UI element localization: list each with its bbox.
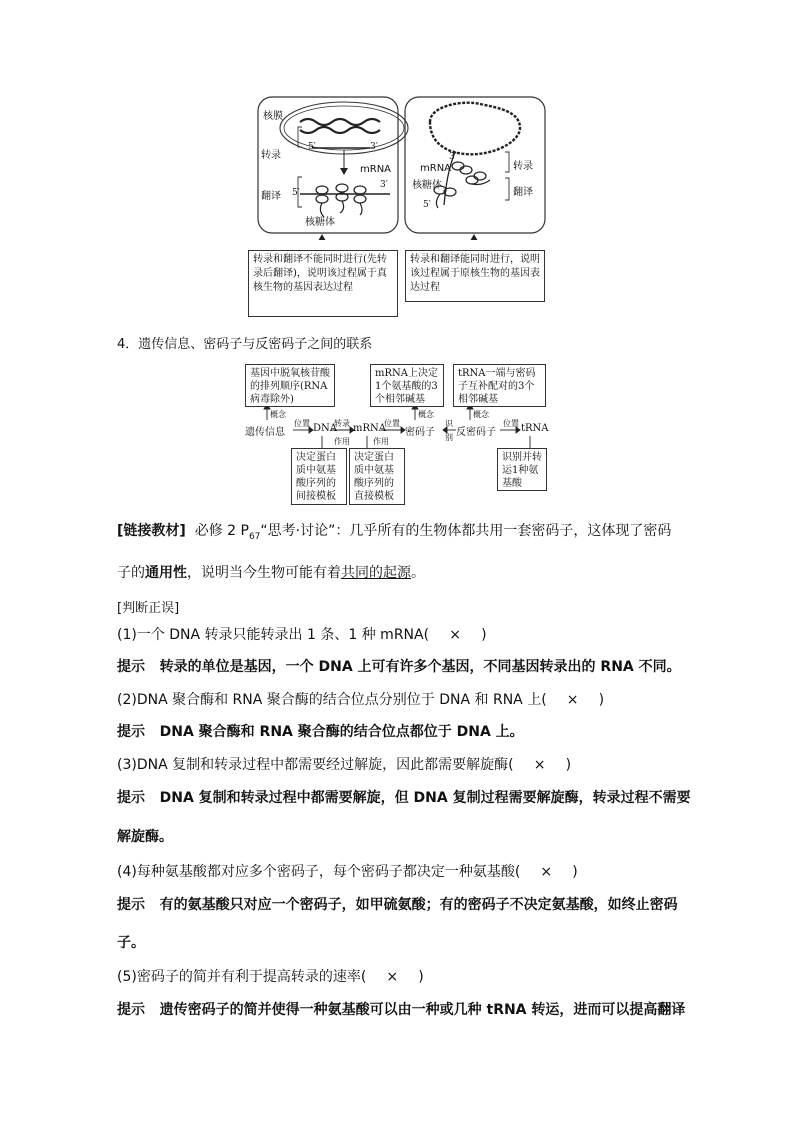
hint-label-5: 提示	[117, 1002, 145, 1018]
label-3prime-b: 3′	[380, 180, 388, 190]
box-genetic-info-def: 基因中脱氧核苷酸的排列顺序(RNA病毒除外)	[245, 364, 335, 407]
box-anticodon-def: tRNA一端与密码子互补配对的3个相邻碱基	[453, 364, 546, 407]
label-5prime-pro: 5′	[423, 200, 431, 210]
prokaryote-caption: 转录和翻译能同时进行，说明该过程属于原核生物的基因表达过程	[405, 250, 545, 302]
hint-2	[117, 721, 524, 741]
arrow-label-position-2: 位置	[384, 419, 400, 428]
arrow-label-recognize-2: 别	[445, 433, 453, 442]
hint-label-1: 提示	[117, 659, 145, 675]
link-book: 必修 2 P	[194, 523, 249, 539]
link-l2-a: 子的	[117, 565, 145, 581]
label-transcription-pro: 转录	[513, 161, 533, 172]
label-translation-pro: 翻译	[513, 187, 533, 198]
arrow-label-concept-1: 概念	[270, 410, 286, 419]
question-4-text: (4)每种氨基酸都对应多个密码子，每个密码子都决定一种氨基酸(	[117, 864, 521, 880]
hint-3	[117, 787, 691, 807]
node-trna: tRNA	[521, 423, 549, 434]
judge-title: [判断正误]	[117, 601, 180, 616]
link-rest: “思考·讨论”：几乎所有的生物体都共用一套密码子，这体现了密码	[260, 523, 672, 539]
box-trna-function: 识别并转运1种氨基酸	[497, 448, 547, 491]
box-codon-def: mRNA上决定1个氨基酸的3个相邻碱基	[370, 364, 444, 407]
question-5-close: )	[418, 969, 424, 985]
question-4	[117, 861, 578, 881]
label-5prime-b: 5′	[292, 188, 300, 198]
hint-label-2: 提示	[117, 724, 145, 740]
node-genetic-info: 遗传信息	[245, 427, 285, 438]
label-3prime-pro: 3′	[449, 152, 457, 162]
arrow-label-transcribe: 转录	[334, 419, 350, 428]
arrow-label-function-1: 作用	[334, 437, 350, 446]
question-3-text: (3)DNA 复制和转录过程中都需要经过解旋，因此都需要解旋酶(	[117, 757, 514, 773]
label-5prime-a: 5′	[308, 142, 316, 152]
answer-mark-2: ×	[566, 692, 579, 708]
question-1	[117, 624, 487, 644]
arrow-label-concept-2: 概念	[418, 410, 434, 419]
question-4-close: )	[572, 864, 578, 880]
link-tag: [链接教材]	[117, 523, 186, 539]
section-4-title: 4．遗传信息、密码子与反密码子之间的联系	[117, 337, 373, 352]
hint-label-4: 提示	[117, 897, 145, 913]
node-dna: DNA	[313, 423, 337, 434]
arrow-label-concept-3: 概念	[473, 410, 489, 419]
hint-3-continued: 解旋酶。	[117, 829, 173, 845]
question-2	[117, 689, 604, 709]
arrow-label-function-2: 作用	[373, 437, 389, 446]
answer-mark-1: ×	[449, 627, 461, 643]
question-2-close: )	[598, 692, 605, 708]
hint-4-text: 有的氨基酸只对应一个密码子，如甲硫氨酸；有的密码子不决定氨基酸，如终止密码	[159, 897, 678, 913]
link-l2-c: ，说明当今生物可能有着	[187, 565, 341, 581]
link-l2-e: 。	[411, 565, 425, 581]
answer-mark-5: ×	[386, 969, 399, 985]
label-transcription-euk: 转录	[261, 150, 281, 161]
hint-2-text: DNA 聚合酶和 RNA 聚合酶的结合位点都位于 DNA 上。	[159, 724, 524, 740]
hint-label-3: 提示	[117, 790, 145, 806]
hint-1	[117, 656, 681, 676]
question-3-close: )	[565, 757, 572, 773]
box-direct-template: 决定蛋白质中氨基酸序列的直接模板	[349, 448, 405, 505]
label-translation-euk: 翻译	[261, 191, 281, 202]
label-mrna-euk: mRNA	[360, 164, 392, 175]
link-l2-universality: 通用性	[145, 565, 187, 581]
relation-arrows	[0, 0, 794, 510]
link-l2-common-origin: 共同的起源	[341, 565, 411, 581]
label-ribosome-euk: 核糖体	[305, 217, 335, 228]
arrow-label-position-1: 位置	[294, 419, 310, 428]
node-mrna: mRNA	[353, 423, 386, 434]
box-indirect-template: 决定蛋白质中氨基酸序列的间接模板	[291, 448, 347, 505]
hint-5-text: 遗传密码子的简并使得一种氨基酸可以由一种或几种 tRNA 转运，进而可以提高翻译	[159, 1002, 686, 1018]
eukaryote-caption: 转录和翻译不能同时进行(先转录后翻译)，说明该过程属于真核生物的基因表达过程	[248, 250, 398, 317]
hint-4-continued: 子。	[117, 935, 145, 951]
question-5	[117, 966, 424, 986]
question-5-text: (5)密码子的简并有利于提高转录的速率(	[117, 969, 367, 985]
label-ribosome-pro: 核糖体	[412, 180, 442, 191]
question-1-text: (1)一个 DNA 转录只能转录出 1 条、1 种 mRNA(	[117, 627, 430, 643]
answer-mark-3: ×	[533, 757, 546, 773]
hint-3-text: DNA 复制和转录过程中都需要解旋，但 DNA 复制过程需要解旋酶，转录过程不需要	[159, 790, 691, 806]
question-2-text: (2)DNA 聚合酶和 RNA 聚合酶的结合位点分别位于 DNA 和 RNA 上(	[117, 692, 547, 708]
question-3	[117, 754, 571, 774]
label-3prime-a: 3′	[370, 142, 378, 152]
hint-1-text: 转录的单位是基因，一个 DNA 上可有许多个基因，不同基因转录出的 RNA 不同。	[159, 659, 681, 675]
link-textbook-line-1	[117, 520, 671, 542]
node-anticodon: 反密码子	[456, 427, 496, 438]
link-textbook-line-2	[117, 562, 425, 582]
arrow-label-recognize-1: 识	[445, 419, 453, 428]
hint-4	[117, 894, 678, 914]
hint-5	[117, 999, 685, 1019]
node-codon: 密码子	[405, 427, 435, 438]
answer-mark-4: ×	[540, 864, 553, 880]
label-mrna-pro: mRNA	[420, 163, 452, 174]
link-page-subscript: 67	[248, 531, 261, 542]
question-1-close: )	[481, 627, 487, 643]
label-nuclear-membrane: 核膜	[263, 111, 283, 122]
arrow-label-position-3: 位置	[503, 419, 519, 428]
